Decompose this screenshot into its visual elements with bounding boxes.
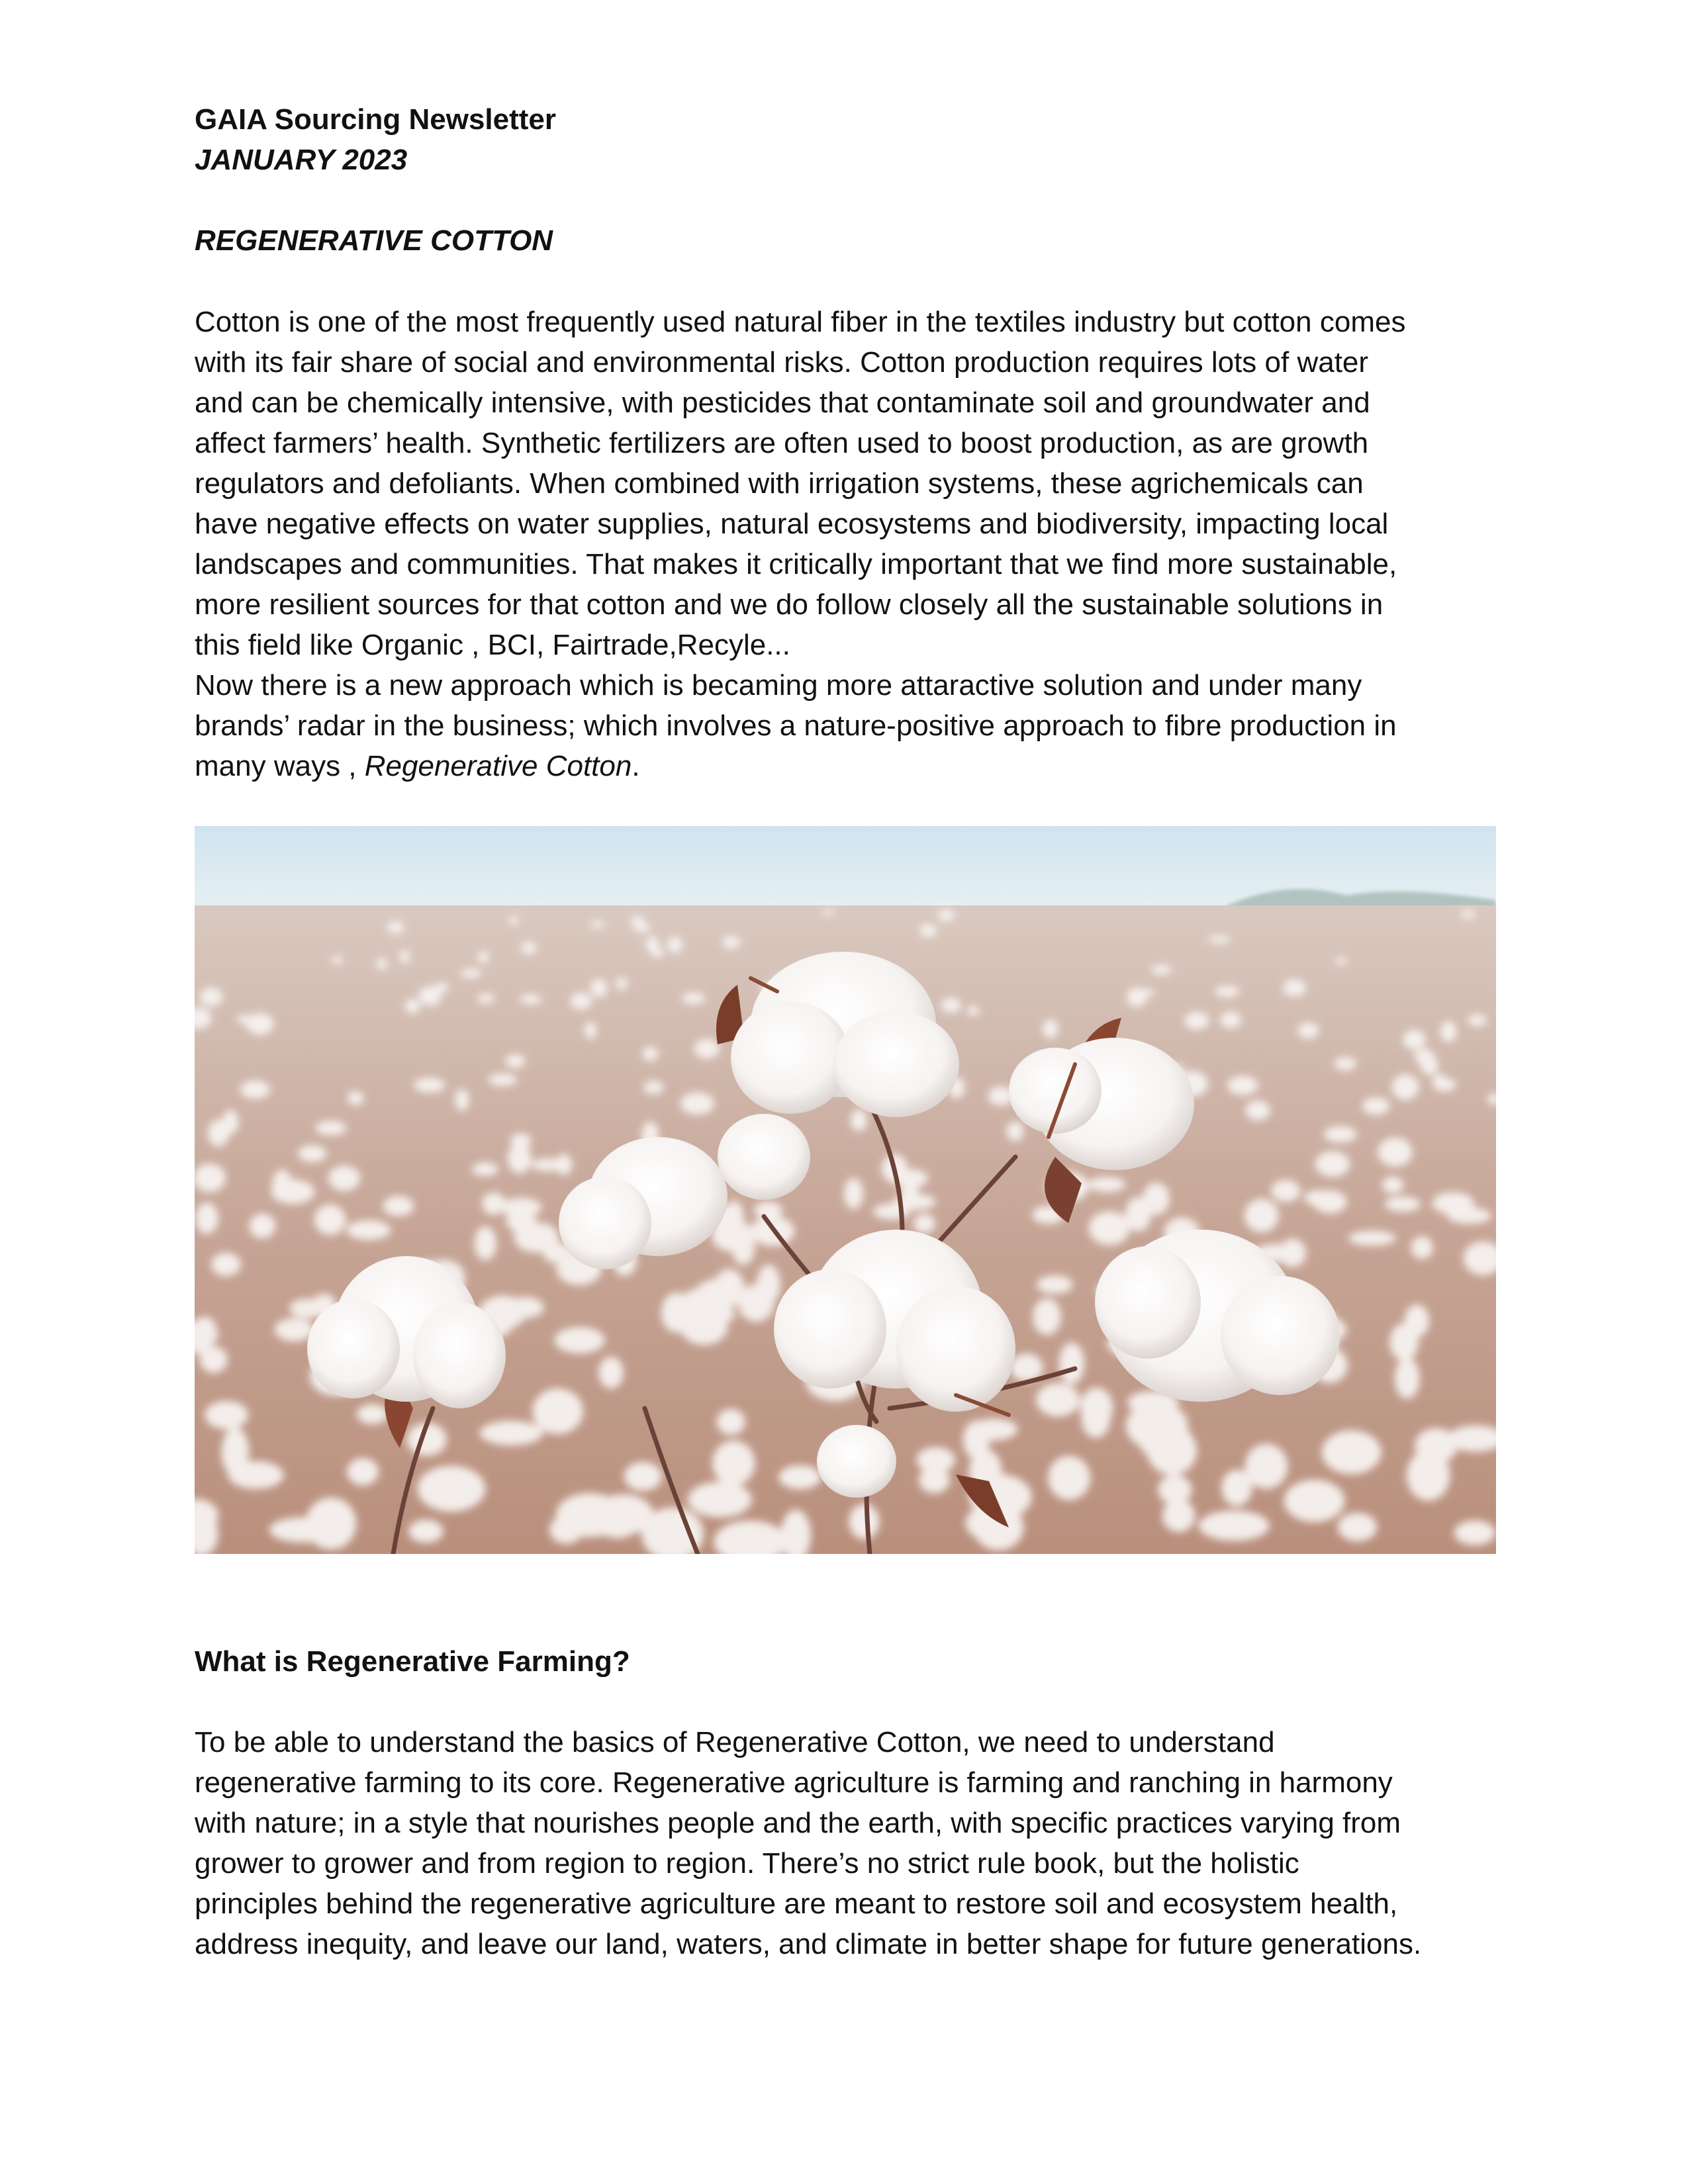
background-cotton-boll [1315, 1151, 1350, 1177]
background-cotton-boll [332, 956, 344, 964]
background-cotton-boll [477, 994, 495, 1003]
section-title-regenerative-cotton: REGENERATIVE COTTON [195, 224, 553, 257]
paragraph-line: Now there is a new approach which is becaming more attaractive solution and under many [195, 669, 1362, 702]
background-cotton-boll [914, 1214, 935, 1233]
background-cotton-boll [1245, 1443, 1288, 1488]
background-cotton-boll [646, 936, 659, 953]
background-cotton-boll [686, 1305, 735, 1324]
background-cotton-boll [1447, 1207, 1491, 1224]
background-cotton-boll [642, 1046, 658, 1061]
background-cotton-boll [1271, 1180, 1300, 1202]
background-cotton-boll [509, 916, 518, 925]
background-cotton-boll [1440, 1021, 1456, 1042]
background-cotton-boll [594, 1494, 654, 1535]
background-cotton-boll [346, 1220, 391, 1240]
background-cotton-boll [712, 1441, 755, 1486]
background-cotton-boll [1215, 986, 1239, 997]
background-cotton-boll [1158, 1475, 1192, 1504]
background-cotton-boll [1304, 1190, 1334, 1205]
background-cotton-boll [916, 1447, 955, 1473]
background-cotton-boll [482, 1193, 506, 1215]
background-cotton-boll [1220, 1012, 1241, 1028]
background-cotton-boll [1033, 1298, 1061, 1335]
background-cotton-boll [1245, 1101, 1270, 1120]
background-cotton-boll [1037, 1275, 1073, 1294]
background-cotton-boll [844, 1178, 863, 1209]
background-cotton-boll [555, 1327, 605, 1353]
background-cotton-boll [480, 1421, 543, 1445]
background-cotton-boll [298, 1145, 327, 1161]
background-cotton-boll [590, 979, 608, 997]
background-cotton-boll [205, 1401, 248, 1429]
section-title-regenerative-farming: What is Regenerative Farming? [195, 1645, 630, 1678]
paragraph-line: this field like Organic , BCI, Fairtrade,Recyle... [195, 629, 790, 661]
background-cotton-boll [347, 1458, 379, 1486]
background-cotton-boll [1185, 1012, 1209, 1030]
background-cotton-boll [489, 1073, 518, 1086]
background-cotton-boll [941, 997, 961, 1013]
background-cotton-boll [455, 1089, 469, 1111]
background-cotton-boll [1405, 1304, 1429, 1337]
background-cotton-boll [694, 1039, 720, 1059]
background-cotton-boll [505, 1054, 525, 1068]
background-cotton-boll [643, 1081, 664, 1094]
background-cotton-boll [738, 1284, 774, 1322]
background-cotton-boll [616, 978, 627, 990]
background-cotton-boll [195, 1163, 226, 1192]
background-cotton-boll [722, 936, 739, 949]
background-cotton-boll [919, 925, 937, 937]
background-cotton-boll [532, 1158, 563, 1171]
paragraph-line: Cotton is one of the most frequently used natural fiber in the textiles industry but cotton comes [195, 306, 1406, 338]
background-cotton-boll [1279, 1239, 1306, 1267]
paragraph-last-line [195, 746, 1505, 786]
background-cotton-boll [208, 1120, 229, 1147]
background-cotton-boll [1415, 1428, 1457, 1464]
background-cotton-boll [1338, 1513, 1377, 1541]
background-cotton-boll [246, 1013, 273, 1034]
background-cotton-boll [520, 995, 541, 1005]
background-cotton-boll [873, 1203, 910, 1219]
background-cotton-boll [414, 1077, 445, 1092]
background-cotton-boll [510, 1134, 532, 1149]
background-cotton-boll [717, 1409, 745, 1435]
background-cotton-boll [1125, 1197, 1151, 1232]
background-cotton-boll [1415, 1049, 1434, 1064]
background-cotton-boll [249, 1214, 275, 1238]
background-cotton-boll [222, 1428, 250, 1477]
background-cotton-boll [200, 987, 222, 1006]
background-cotton-boll [598, 1357, 623, 1388]
background-cotton-boll [1227, 1076, 1258, 1095]
background-cotton-boll [1283, 979, 1306, 997]
background-cotton-boll [680, 1093, 715, 1115]
background-cotton-boll [1059, 1343, 1084, 1385]
background-cotton-boll [851, 1109, 867, 1131]
cotton-field-illustration [195, 826, 1496, 1554]
background-cotton-boll [417, 1466, 485, 1512]
background-cotton-boll [514, 1222, 559, 1252]
paragraph-line: with nature; in a style that nourishes people and the earth, with specific practices varying from [195, 1807, 1401, 1839]
background-cotton-boll [275, 1318, 314, 1342]
background-cotton-boll [240, 1081, 270, 1099]
background-cotton-boll [549, 1516, 583, 1543]
background-cotton-boll [387, 921, 404, 934]
paragraph-line: affect farmers’ health. Synthetic fertilizers are often used to boost production, as are growth [195, 427, 1369, 459]
background-cotton-boll [357, 1404, 389, 1424]
paragraph-line: more resilient sources for that cotton and we do follow closely all the sustainable solutions in [195, 588, 1383, 621]
background-cotton-boll [521, 942, 536, 954]
paragraph-line: with its fair share of social and environmental risks. Cotton production requires lots of water [195, 346, 1369, 379]
background-cotton-boll [1378, 1138, 1412, 1167]
background-cotton-boll [1460, 911, 1475, 919]
background-cotton-boll [1336, 957, 1346, 965]
background-cotton-boll [1162, 1499, 1196, 1532]
background-cotton-boll [632, 919, 642, 930]
background-cotton-boll [1403, 1030, 1426, 1050]
background-cotton-boll [502, 1198, 541, 1217]
background-cotton-boll [822, 909, 835, 915]
background-cotton-boll [1348, 1231, 1396, 1246]
background-cotton-boll [1088, 1177, 1125, 1192]
background-cotton-boll [383, 1196, 414, 1216]
background-cotton-boll [478, 951, 489, 964]
paragraph-line: address inequity, and leave our land, waters, and climate in better shape for future generations. [195, 1928, 1422, 1960]
background-cotton-boll [1126, 1402, 1188, 1450]
background-cotton-boll [1324, 1126, 1357, 1143]
farming-paragraph [195, 1722, 1512, 1964]
paragraph-line: regulators and defoliants. When combined with irrigation systems, these agrichemicals can [195, 467, 1364, 500]
background-cotton-boll [1297, 1023, 1319, 1038]
background-cotton-boll [400, 950, 410, 964]
paragraph-line: grower to grower and from region to region. There’s no strict rule book, but the holistic [195, 1847, 1299, 1880]
background-cotton-boll [1221, 1470, 1252, 1506]
background-cotton-boll [306, 1498, 357, 1550]
background-cotton-boll [624, 1462, 662, 1491]
background-cotton-boll [1151, 965, 1172, 975]
background-cotton-boll [1335, 1057, 1356, 1070]
background-cotton-boll [1468, 1015, 1487, 1026]
background-cotton-boll [1454, 1520, 1495, 1545]
cotton-field-photo [195, 826, 1496, 1554]
background-cotton-boll [1362, 1097, 1390, 1115]
background-cotton-boll [1433, 1078, 1456, 1091]
background-cotton-boll [1089, 1211, 1130, 1245]
background-cotton-boll [475, 1226, 496, 1260]
paragraph-line: landscapes and communities. That makes it critically important that we find more sustainable, [195, 548, 1397, 580]
background-cotton-boll [472, 1163, 498, 1176]
paragraph-line: have negative effects on water supplies, natural ecosystems and biodiversity, impacting local [195, 508, 1389, 540]
background-cotton-boll [272, 1169, 292, 1201]
background-cotton-boll [211, 1253, 241, 1277]
background-cotton-boll [585, 1022, 596, 1039]
background-cotton-boll [754, 1202, 782, 1219]
background-cotton-boll [849, 1504, 880, 1539]
background-cotton-boll [682, 993, 705, 1004]
background-cotton-boll [1391, 1074, 1419, 1100]
background-cotton-boll [316, 1120, 347, 1135]
paragraph-line: principles behind the regenerative agriculture are meant to restore soil and ecosystem health, [195, 1888, 1398, 1920]
background-cotton-boll [314, 1205, 346, 1235]
background-cotton-boll [237, 1015, 250, 1024]
background-cotton-boll [590, 921, 605, 927]
background-cotton-boll [667, 936, 682, 953]
background-cotton-boll [418, 986, 442, 1005]
background-cotton-boll [328, 1165, 360, 1191]
background-cotton-boll [1411, 1236, 1433, 1259]
last-line-prefix: many ways , [195, 750, 365, 782]
background-cotton-boll [938, 909, 955, 921]
background-cotton-boll [1244, 1199, 1279, 1232]
background-cotton-boll [1048, 1456, 1090, 1500]
background-cotton-boll [376, 958, 387, 969]
background-cotton-boll [1036, 1383, 1080, 1417]
background-cotton-boll [1043, 1019, 1058, 1038]
background-cotton-boll [1385, 1197, 1421, 1212]
paragraph-line: regenerative farming to its core. Regenerative agriculture is farming and ranching in harmony [195, 1766, 1393, 1799]
background-cotton-boll [1199, 1510, 1270, 1541]
regenerative-cotton-emphasis: Regenerative Cotton [364, 750, 632, 782]
paragraph-line: and can be chemically intensive, with pesticides that contaminate soil and groundwater and [195, 387, 1370, 419]
background-cotton-boll [1007, 1122, 1024, 1142]
background-cotton-boll [1082, 1397, 1111, 1438]
background-cotton-boll [571, 993, 592, 1009]
background-cotton-boll [195, 1203, 218, 1234]
background-cotton-boll [1284, 1480, 1345, 1522]
background-cotton-boll [532, 1388, 583, 1434]
background-cotton-boll [405, 999, 420, 1014]
newsletter-date: JANUARY 2023 [195, 144, 408, 176]
background-cotton-boll [1382, 1177, 1403, 1194]
background-cotton-boll [460, 969, 482, 978]
background-cotton-boll [688, 1482, 752, 1518]
newsletter-title: GAIA Sourcing Newsletter [195, 103, 557, 136]
background-cotton-boll [1322, 1430, 1382, 1474]
background-cotton-boll [408, 1520, 444, 1543]
background-cotton-boll [778, 1465, 821, 1489]
background-cotton-boll [1209, 936, 1230, 944]
intro-paragraph [195, 302, 1505, 786]
background-cotton-boll [967, 1006, 980, 1015]
paragraph-line: brands’ radar in the business; which involves a nature-positive approach to fibre production in [195, 709, 1397, 742]
background-cotton-boll [1395, 1357, 1420, 1398]
paragraph-line: To be able to understand the basics of Regenerative Cotton, we need to understand [195, 1726, 1275, 1758]
background-cotton-boll [348, 1091, 364, 1105]
background-cotton-boll [1127, 987, 1147, 1007]
last-line-suffix: . [632, 750, 640, 782]
